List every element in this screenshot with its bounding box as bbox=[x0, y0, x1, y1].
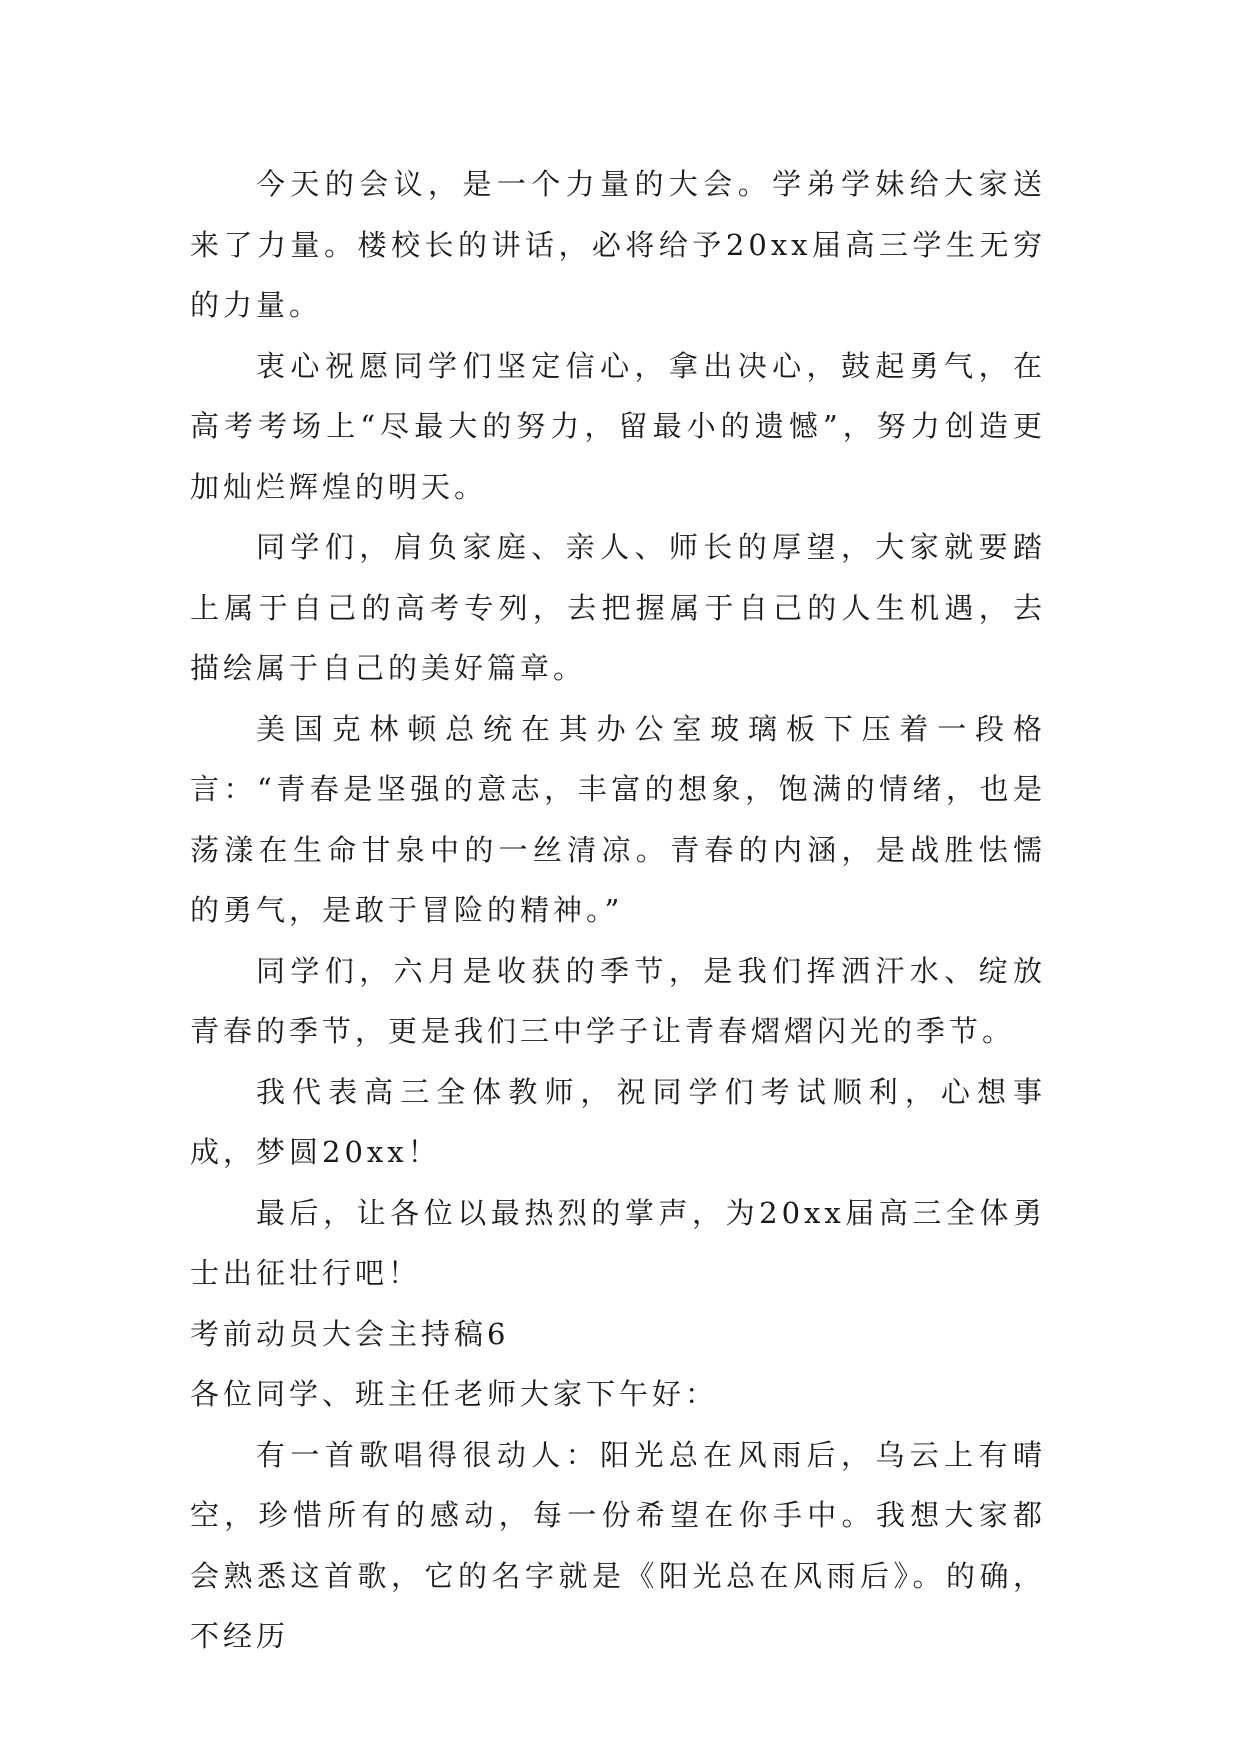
paragraph-3: 同学们，肩负家庭、亲人、师长的厚望，大家就要踏上属于自己的高考专列，去把握属于自己的人生机遇，去描绘属于自己的美好篇章。 bbox=[190, 530, 1046, 685]
paragraph-2: 衷心祝愿同学们坚定信心，拿出决心，鼓起勇气，在高考考场上“尽最大的努力，留最小的遗憾”，努力创造更加灿烂辉煌的明天。 bbox=[190, 348, 1046, 504]
paragraph-5: 同学们，六月是收获的季节，是我们挥洒汗水、绽放青春的季节，更是我们三中学子让青春熠熠闪光的季节。 bbox=[190, 953, 1046, 1048]
greeting: 各位同学、班主任老师大家下午好： bbox=[190, 1377, 719, 1411]
paragraph-6: 我代表高三全体教师，祝同学们考试顺利，心想事成，梦圆20xx！ bbox=[190, 1074, 1046, 1169]
document-body bbox=[190, 154, 1046, 1667]
paragraph-closing: 有一首歌唱得很动人：阳光总在风雨后，乌云上有晴空，珍惜所有的感动，每一份希望在你手中。我想大家都会熟悉这首歌，它的名字就是《阳光总在风雨后》。的确，不经历 bbox=[190, 1437, 1046, 1653]
paragraph-4: 美国克林顿总统在其办公室玻璃板下压着一段格言：“青春是坚强的意志，丰富的想象，饱满的情绪，也是荡漾在生命甘泉中的一丝清凉。青春的内涵，是战胜怯懦的勇气，是敢于冒险的精神。” bbox=[190, 711, 1046, 927]
section-title: 考前动员大会主持稿6 bbox=[190, 1316, 510, 1351]
paragraph-1: 今天的会议，是一个力量的大会。学弟学妹给大家送来了力量。楼校长的讲话，必将给予20xx届高三学生无穷的力量。 bbox=[190, 167, 1046, 322]
paragraph-7: 最后，让各位以最热烈的掌声，为20xx届高三全体勇士出征壮行吧！ bbox=[190, 1195, 1046, 1290]
